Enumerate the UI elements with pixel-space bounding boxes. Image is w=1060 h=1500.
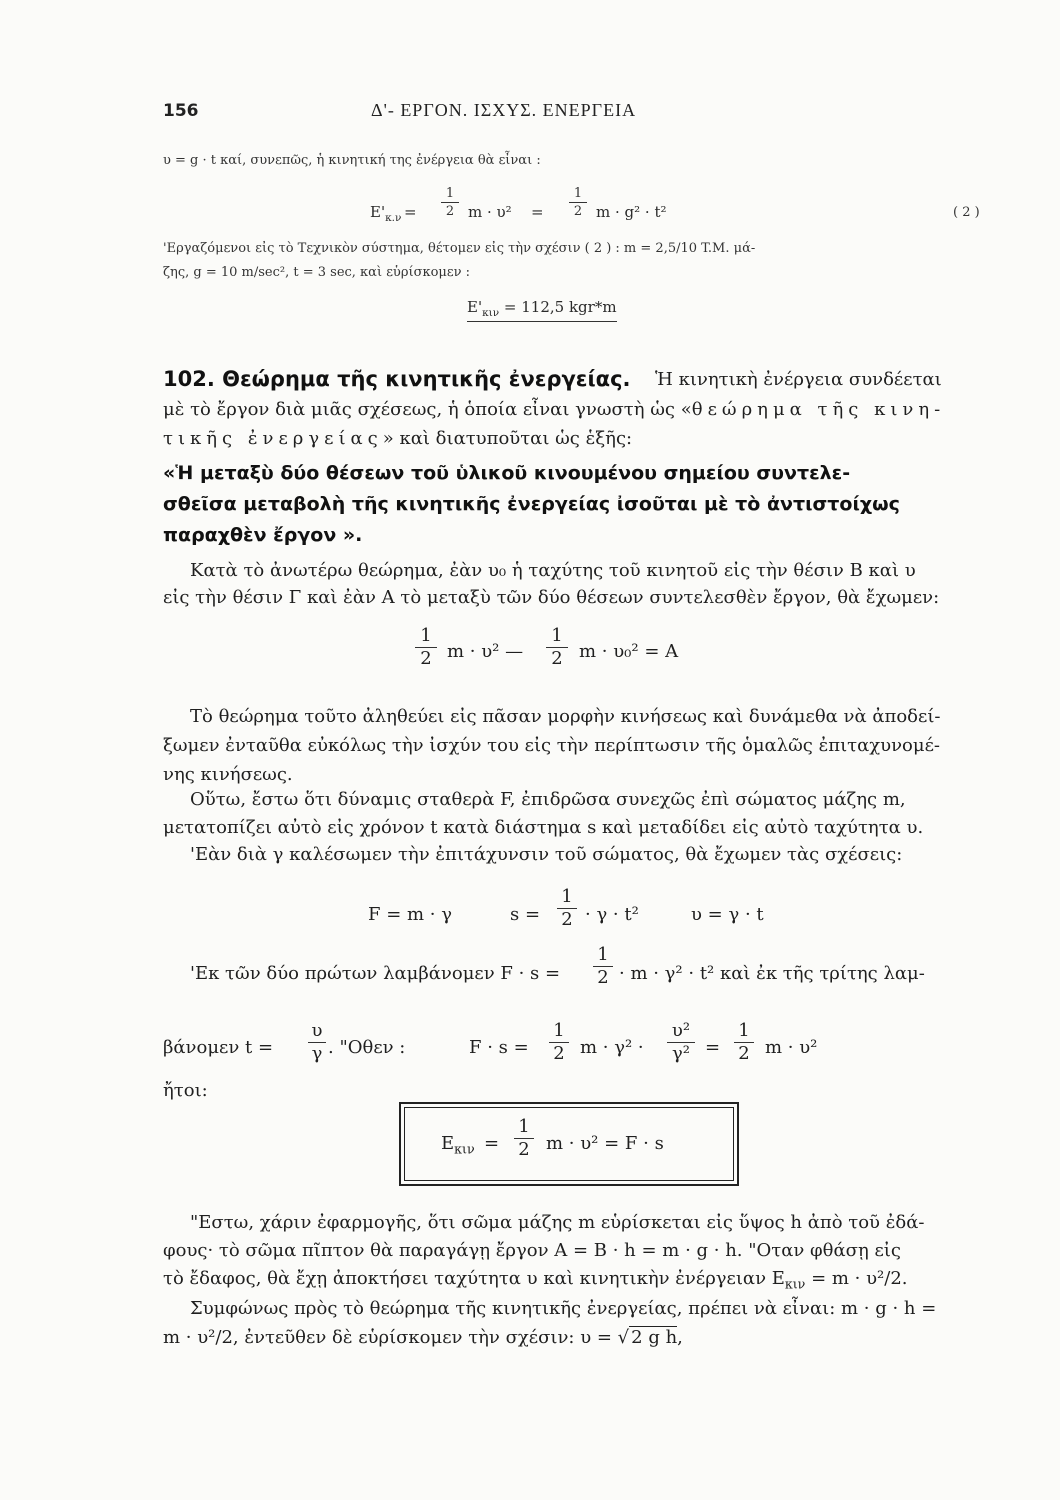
eq4-c: = bbox=[705, 1037, 721, 1058]
section-p1-line-3 bbox=[163, 428, 632, 449]
p6-a: βάνομεν t = bbox=[163, 1037, 274, 1058]
p5-frac-den: 2 bbox=[597, 967, 609, 988]
eq1-lhs: E' bbox=[370, 203, 386, 221]
p2-line-2: εἰς τὴν θέσιν Γ καὶ ἐὰν A τὸ μεταξὺ τῶν δύο θέσεων συντελεσθὲν ἔργον, θὰ ἔχωμεν: bbox=[163, 587, 940, 608]
p7-line-3 bbox=[163, 1268, 908, 1292]
p3-line-3: νης κινήσεως. bbox=[163, 764, 293, 785]
eq2-fraction-1 bbox=[415, 627, 437, 668]
equation-2 bbox=[370, 203, 401, 224]
eq1-equals-1: = bbox=[404, 203, 417, 221]
eq2-term-1: m · υ² — bbox=[447, 641, 524, 662]
result-rhs: = 112,5 kgr*m bbox=[503, 298, 617, 316]
eq1-frac2-den: 2 bbox=[573, 204, 583, 219]
eq1-term-1: m · υ² bbox=[468, 203, 512, 221]
box-frac-num: 1 bbox=[518, 1116, 530, 1137]
p8-line-2 bbox=[163, 1327, 683, 1348]
eq1-frac1-num: 1 bbox=[445, 186, 455, 201]
p8-l2-end: , bbox=[677, 1327, 683, 1348]
p1-l3b: » καὶ διατυποῦται ὡς ἑξῆς: bbox=[382, 428, 633, 449]
eq1-equals-2: = bbox=[531, 203, 544, 221]
sqrt-radicand: 2 g h bbox=[631, 1327, 678, 1348]
theorem-line-1: «Ἡ μεταξὺ δύο θέσεων τοῦ ὑλικοῦ κινουμένου σημείου συντελε- bbox=[163, 462, 851, 484]
p1-l3a: τικῆς ἐνεργείας bbox=[163, 428, 383, 449]
eq1-frac2-bar bbox=[569, 202, 587, 203]
p7-l3a: τὸ ἔδαφος, θὰ ἔχῃ ἀποκτήσει ταχύτητα υ καὶ κινητικὴν ἐνέργειαν E bbox=[163, 1268, 785, 1289]
eq1-frac1-den: 2 bbox=[445, 204, 455, 219]
p5-a: 'Εκ τῶν δύο πρώτων λαμβάνομεν F · s = bbox=[190, 963, 561, 984]
theorem-line-2: σθεῖσα μεταβολὴ τῆς κινητικῆς ἐνεργείας ἰσοῦται μὲ τὸ ἀντιστοίχως bbox=[163, 493, 900, 515]
eq3-c: υ = γ · t bbox=[691, 904, 764, 925]
p3-line-1: Τὸ θεώρημα τοῦτο ἀληθεύει εἰς πᾶσαν μορφὴν κινήσεως καὶ δυνάμεθα νὰ ἀποδεί- bbox=[190, 706, 941, 727]
p8-l2a: m · υ²/2, ἐντεῦθεν δὲ εὑρίσκομεν τὴν σχέσιν: υ = bbox=[163, 1327, 612, 1348]
p7-line-2: φους· τὸ σῶμα πῖπτον θὰ παραγάγῃ ἔργον A = B · h = m · g · h. "Οταν φθάσῃ εἰς bbox=[163, 1240, 901, 1261]
box-equals: = bbox=[484, 1133, 500, 1154]
eq1-fraction-1 bbox=[441, 187, 459, 218]
sqrt-symbol: √ bbox=[617, 1327, 630, 1348]
section-heading: 102. Θεώρημα τῆς κινητικῆς ἐνεργείας. bbox=[163, 367, 631, 391]
eq4-frac3-den: 2 bbox=[738, 1043, 750, 1064]
box-fraction bbox=[514, 1118, 534, 1159]
eq3-a: F = m · γ bbox=[368, 904, 453, 925]
box-lhs bbox=[441, 1133, 475, 1157]
p4-line-1: Οὕτω, ἔστω ὅτι δύναμις σταθερὰ F, ἐπιδρῶσα συνεχῶς ἐπὶ σώματος μάζης m, bbox=[190, 789, 906, 810]
box-rhs: m · υ² = F · s bbox=[546, 1133, 664, 1154]
p6-frac-num: υ bbox=[311, 1020, 323, 1041]
p4-line-2: μετατοπίζει αὐτὸ εἰς χρόνον t κατὰ διάστημα s καὶ μεταδίδει εἰς αὐτὸ ταχύτητα υ. bbox=[163, 817, 924, 838]
p7-line-1: "Εστω, χάριν ἐφαρμογῆς, ὅτι σῶμα μάζης m εὑρίσκεται εἰς ὕψος h ἀπὸ τοῦ ἐδά- bbox=[190, 1212, 925, 1233]
eq2-fraction-2 bbox=[546, 627, 568, 668]
eq1-term-2: m · g² · t² bbox=[596, 203, 667, 221]
eq3-fraction bbox=[557, 888, 577, 929]
eq2-frac2-num: 1 bbox=[551, 625, 563, 646]
eq4-d: m · υ² bbox=[765, 1037, 818, 1058]
p1-l2a: μὲ τὸ ἔργον διὰ μιᾶς σχέσεως, ἡ ὁποία εἶναι γνωστὴ ὡς « bbox=[163, 399, 692, 420]
p6-fraction bbox=[308, 1022, 326, 1063]
p5-fraction bbox=[593, 946, 613, 987]
p7-l3sub: κιν bbox=[784, 1276, 806, 1292]
eq1-label: ( 2 ) bbox=[953, 205, 980, 220]
eq3-frac-num: 1 bbox=[561, 886, 573, 907]
eq1-frac2-num: 1 bbox=[573, 186, 583, 201]
p7-l3b: = m · υ²/2. bbox=[811, 1268, 908, 1289]
p6-frac-den: γ bbox=[311, 1043, 323, 1064]
eq4-fraction-2 bbox=[667, 1022, 695, 1063]
result-lhs: E' bbox=[467, 298, 483, 316]
section-p1-line-2 bbox=[163, 399, 945, 420]
intro-line-1: υ = g · t καί, συνεπῶς, ἡ κινητική της ἐνέργεια θὰ εἶναι : bbox=[163, 153, 541, 168]
result-energy bbox=[467, 298, 617, 322]
eq4-frac1-num: 1 bbox=[553, 1020, 565, 1041]
section-p1-rest: Ἡ κινητικὴ ἐνέργεια συνδέεται bbox=[655, 369, 942, 390]
box-lhs-sub: κιν bbox=[454, 1141, 475, 1157]
eq4-frac2-num: υ² bbox=[671, 1020, 691, 1041]
eq3-b2: · γ · t² bbox=[585, 904, 639, 925]
p6-b: . "Οθεν : bbox=[328, 1037, 406, 1058]
box-frac-den: 2 bbox=[518, 1139, 530, 1160]
eq4-fraction-1 bbox=[549, 1022, 569, 1063]
eq2-term-2: m · υ₀² = A bbox=[579, 641, 679, 662]
eq4-fraction-3 bbox=[734, 1022, 754, 1063]
eq1-frac1-bar bbox=[441, 202, 459, 203]
intro-line-3: ζης, g = 10 m/sec², t = 3 sec, καὶ εὑρίσκομεν : bbox=[163, 265, 470, 280]
p3-line-2: ξωμεν ἐνταῦθα εὐκόλως τὴν ἰσχύν του εἰς τὴν περίπτωσιν τῆς ὁμαλῶς ἐπιταχυνομέ- bbox=[163, 735, 940, 756]
running-title: Δ'- ΕΡΓΟΝ. ΙΣΧΥΣ. ΕΝΕΡΓΕΙΑ bbox=[371, 100, 637, 120]
etoi-label: ἤτοι: bbox=[163, 1080, 208, 1101]
eq4-frac3-num: 1 bbox=[738, 1020, 750, 1041]
eq4-a: F · s = bbox=[469, 1037, 529, 1058]
eq2-frac1-den: 2 bbox=[420, 648, 432, 669]
eq4-frac1-den: 2 bbox=[553, 1043, 565, 1064]
p8-line-1: Συμφώνως πρὸς τὸ θεώρημα τῆς κινητικῆς ἐνεργείας, πρέπει νὰ εἶναι: m · g · h = bbox=[190, 1298, 937, 1319]
eq4-frac2-den: γ² bbox=[672, 1043, 690, 1064]
page-number: 156 bbox=[163, 101, 199, 121]
p5-b: · m · γ² · t² καὶ ἐκ τῆς τρίτης λαμ- bbox=[619, 963, 925, 984]
eq2-frac2-den: 2 bbox=[551, 648, 563, 669]
p4-line-3: 'Εὰν διὰ γ καλέσωμεν τὴν ἐπιτάχυνσιν τοῦ σώματος, θὰ ἔχωμεν τὰς σχέσεις: bbox=[190, 844, 903, 865]
eq2-frac1-num: 1 bbox=[420, 625, 432, 646]
p1-l2b: θεώρημα τῆς κινη- bbox=[691, 399, 946, 420]
eq3-frac-den: 2 bbox=[561, 909, 573, 930]
eq3-b: s = bbox=[510, 904, 541, 925]
eq4-b: m · γ² · bbox=[580, 1037, 644, 1058]
theorem-line-3: παραχθὲν ἔργον ». bbox=[163, 524, 363, 546]
p2-line-1: Κατὰ τὸ ἀνωτέρω θεώρημα, ἐὰν υ₀ ἡ ταχύτης τοῦ κινητοῦ εἰς τὴν θέσιν B καὶ υ bbox=[190, 560, 916, 581]
intro-line-2: 'Εργαζόμενοι εἰς τὸ Τεχνικὸν σύστημα, θέτομεν εἰς τὴν σχέσιν ( 2 ) : m = 2,5/10 T.M. μά- bbox=[163, 241, 756, 256]
result-sub: κιν bbox=[482, 307, 500, 319]
eq1-lhs-sub: κ.ν bbox=[385, 212, 402, 224]
box-lhs-e: E bbox=[441, 1133, 455, 1154]
eq1-fraction-2 bbox=[569, 187, 587, 218]
p5-frac-num: 1 bbox=[597, 944, 609, 965]
